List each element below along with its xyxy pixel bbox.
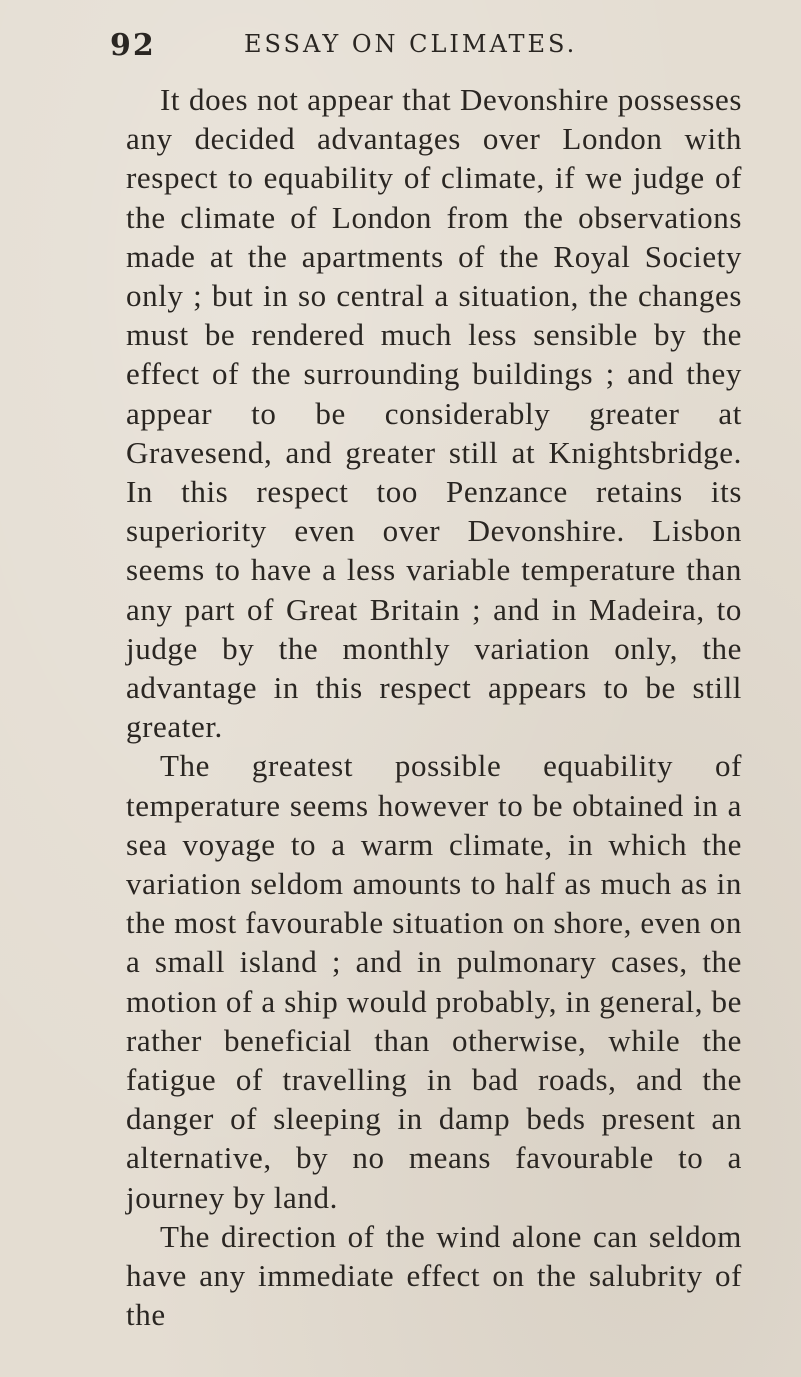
paragraph: The direction of the wind alone can seldom have any immediate effect on the salubrity of the: [126, 1218, 742, 1333]
body-text: [126, 80, 742, 1335]
paragraph: It does not appear that Devonshire possesses any decided advantages over London with respect to equability of climate, if we judge of the climate of London from the observations made at the apartments of the Royal Society only ; but in so central a situation, the changes must be rendered much less sensible by the effect of the surrounding buildings ; and they appear to be considerably greater at Gravesend, and greater still at Knightsbridge. In this respect too Penzance retains its superiority even over Devonshire. Lisbon seems to have a less variable temperature than any part of Great Britain ; and in Madeira, to judge by the monthly variation only, the advantage in this respect appears to be still greater.: [126, 82, 742, 745]
page-number: 92: [110, 28, 156, 63]
paragraph: The greatest possible equability of temperature seems however to be obtained in a sea voyage to a warm climate, in which the variation seldom amounts to half as much as in the most favourable situation on shore, even on a small island ; and in pulmonary cases, the motion of a ship would probably, in general, be rather beneficial than otherwise, while the fatigue of travelling in bad roads, and the danger of sleeping in damp beds present an alternative, by no means favourable to a journey by land.: [126, 748, 742, 1215]
page-header: [110, 28, 710, 68]
running-head: ESSAY ON CLIMATES.: [244, 30, 578, 58]
